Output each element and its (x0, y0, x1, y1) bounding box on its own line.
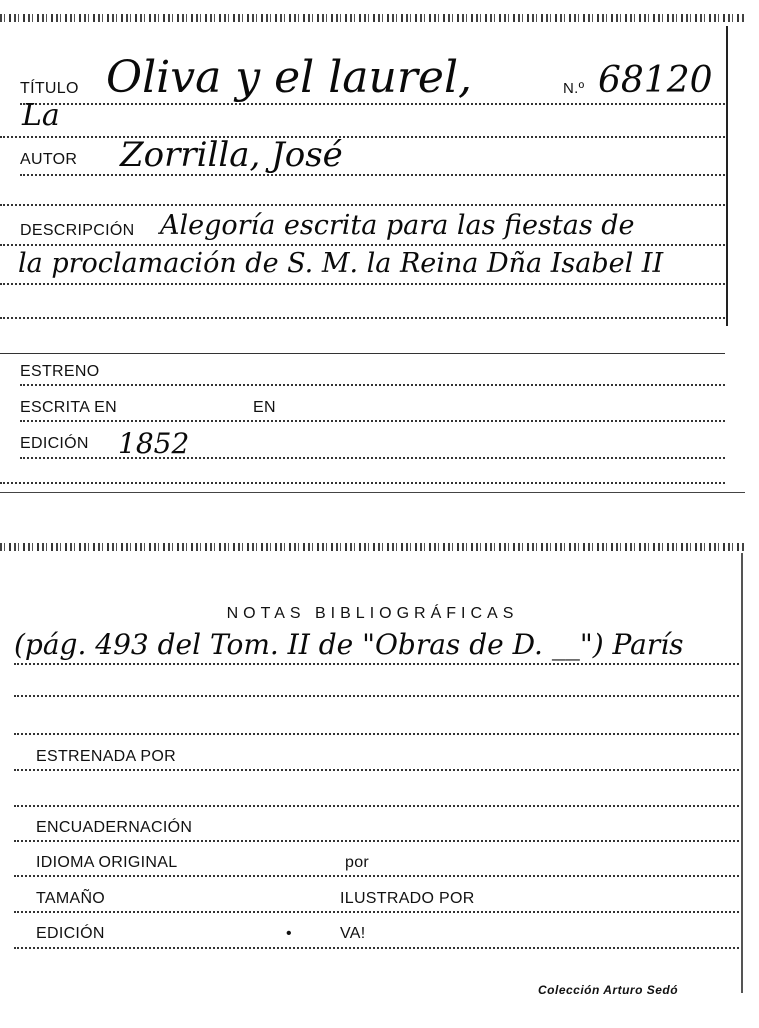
catalog-card-front (0, 0, 745, 492)
notas-title: NOTAS BIBLIOGRÁFICAS (226, 605, 519, 622)
encuadernacion-label: ENCUADERNACIÓN (36, 819, 193, 836)
descripcion-line1: Alegoría escrita para las fiestas de (160, 210, 635, 241)
tamano-label: TAMAÑO (36, 890, 106, 907)
titulo-prefix: La (22, 98, 60, 133)
estrenada-por-label: ESTRENADA POR (36, 748, 176, 765)
dot-mark: • (286, 925, 292, 942)
notas-value: (pág. 493 del Tom. II de "Obras de D. __") París (14, 628, 684, 661)
autor-label: AUTOR (20, 151, 78, 168)
valor-label: VA! (340, 925, 366, 942)
edicion-value: 1852 (118, 427, 190, 460)
escrita-en-label: ESCRITA EN (20, 399, 117, 416)
edicion-label-back: EDICIÓN (36, 925, 105, 942)
card-separator (0, 492, 745, 493)
edicion-label: EDICIÓN (20, 435, 89, 452)
por-label: por (345, 854, 370, 871)
idioma-label: IDIOMA ORIGINAL (36, 854, 178, 871)
descripcion-label: DESCRIPCIÓN (20, 222, 135, 239)
estreno-label: ESTRENO (20, 363, 100, 380)
descripcion-line2: la proclamación de S. M. la Reina Dña Isabel II (18, 248, 664, 279)
ilustrado-label: ILUSTRADO POR (340, 890, 475, 907)
catalog-card-back (0, 543, 745, 1028)
collection-stamp: Colección Arturo Sedó (538, 983, 679, 997)
torn-edge (0, 14, 745, 22)
torn-edge (0, 543, 745, 551)
titulo-value: Oliva y el laurel, (106, 52, 473, 103)
number-label: N.º (563, 80, 585, 97)
number-value: 68120 (598, 60, 713, 101)
autor-value: Zorrilla, José (120, 135, 343, 175)
card-right-border (726, 26, 728, 326)
titulo-label: TÍTULO (20, 80, 79, 97)
en-label: EN (253, 399, 276, 416)
